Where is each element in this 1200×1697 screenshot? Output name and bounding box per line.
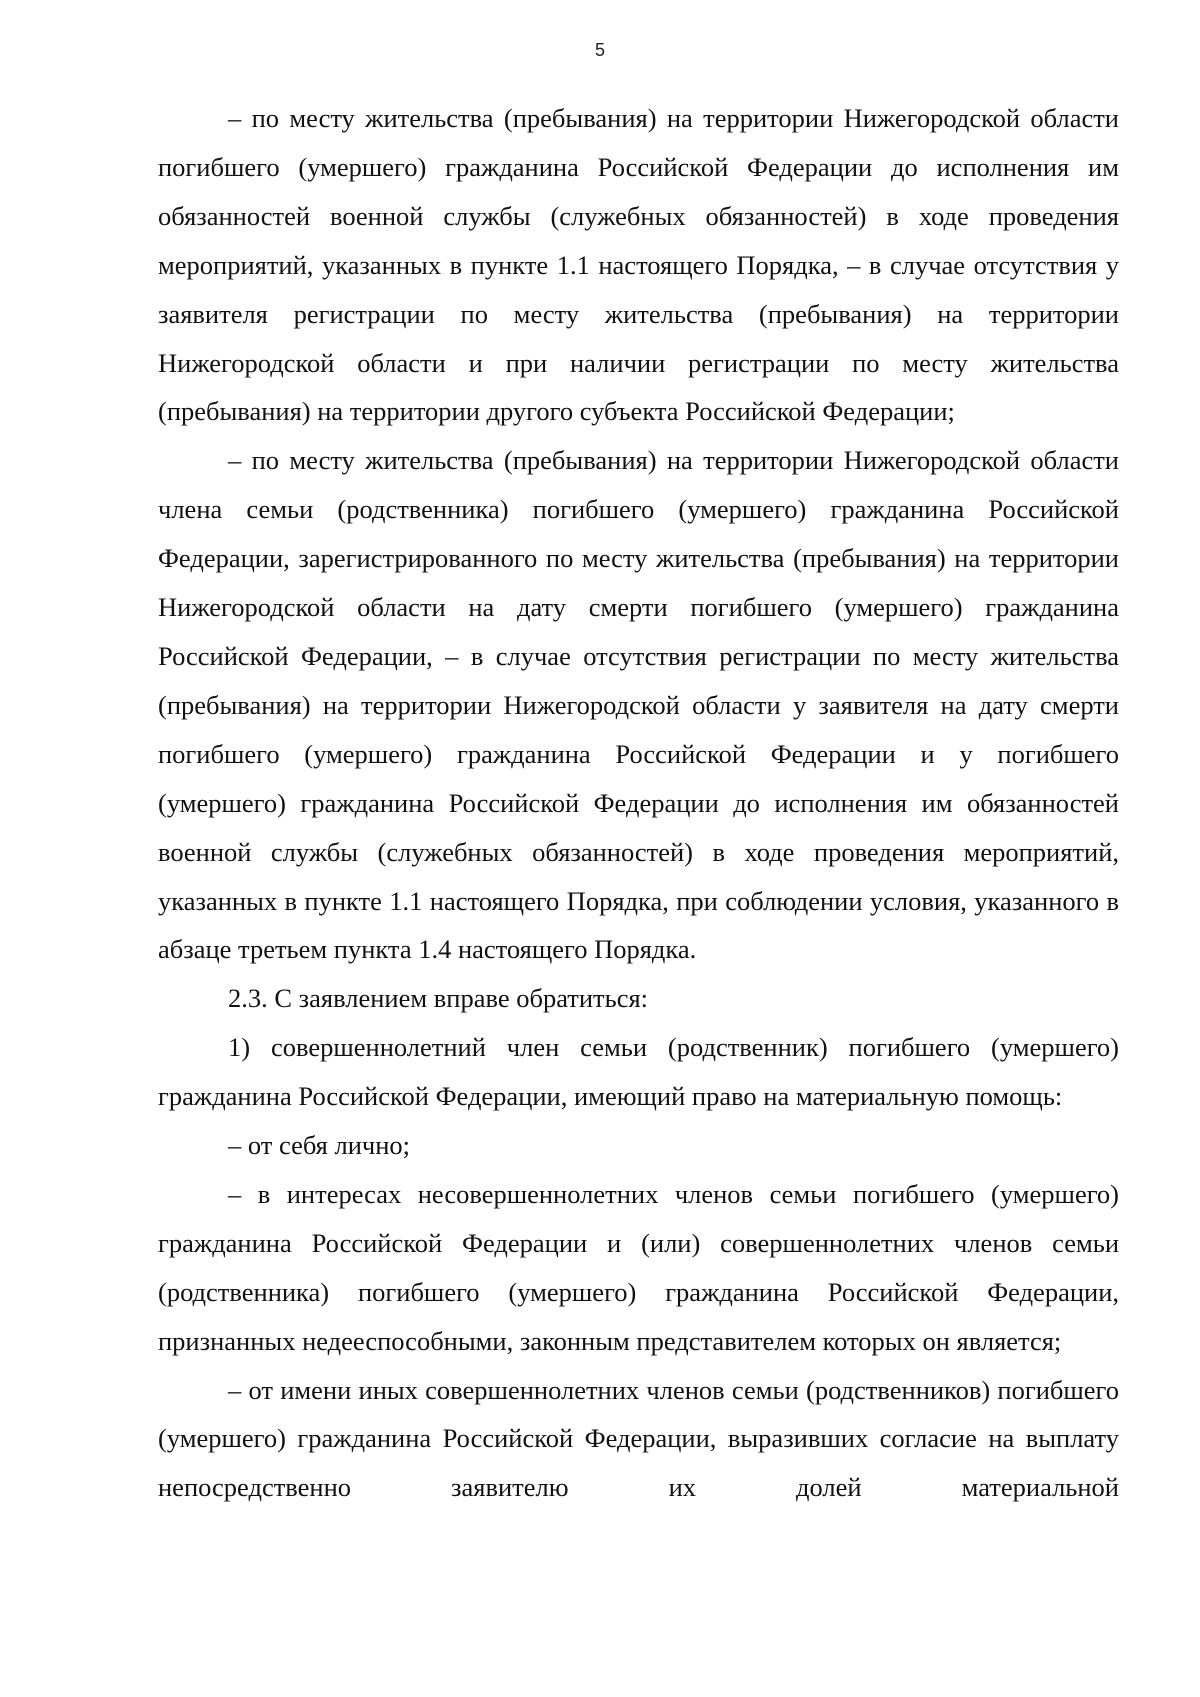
paragraph-on-own-behalf: – от себя лично; bbox=[228, 1130, 410, 1161]
document-body bbox=[158, 94, 1119, 1512]
page-number: 5 bbox=[594, 40, 605, 60]
paragraph-residence-deceased: – по месту жительства (пребывания) на территории Нижегородской области погибшего (умершего) гражданина Российской Федерации до исполнения им обязанностей военной службы (служебных обязанностей) в ходе проведения мероприятий, указанных в пункте 1.1 настоящего Порядка, – в случае отсутствия у заявителя регистрации по месту жительства (пребывания) на территории Нижегородской области и при наличии регистрации по месту жительства (пребывания) на территории другого субъекта Российской Федерации; bbox=[158, 103, 1119, 427]
paragraph-residence-family-member: – по месту жительства (пребывания) на территории Нижегородской области члена семьи (родственника) погибшего (умершего) гражданина Российской Федерации, зарегистрированного по месту жительства (пребывания) на территории Нижегородской области на дату смерти погибшего (умершего) гражданина Российской Федерации, – в случае отсутствия регистрации по месту жительства (пребывания) на территории Нижегородской области у заявителя на дату смерти погибшего (умершего) гражданина Российской Федерации и у погибшего (умершего) гражданина Российской Федерации до исполнения им обязанностей военной службы (служебных обязанностей) в ходе проведения мероприятий, указанных в пункте 1.1 настоящего Порядка, при соблюдении условия, указанного в абзаце третьем пункта 1.4 настоящего Порядка. bbox=[158, 445, 1119, 965]
paragraph-section-2-3-heading: 2.3. С заявлением вправе обратиться: bbox=[228, 983, 649, 1014]
paragraph-in-interests-of-minors: – в интересах несовершеннолетних членов семьи погибшего (умершего) гражданина Российской Федерации и (или) совершеннолетних членов семьи (родственника) погибшего (умершего) гражданина Российской Федерации, признанных недееспособными, законным представителем которых он является; bbox=[158, 1178, 1119, 1356]
paragraph-on-behalf-of-others: – от имени иных совершеннолетних членов семьи (родственников) погибшего (умершего) гражданина Российской Федерации, выразивших согласие на выплату непосредственно заявителю их долей материальной bbox=[158, 1374, 1119, 1503]
paragraph-adult-family-member: 1) совершеннолетний член семьи (родственник) погибшего (умершего) гражданина Российской Федерации, имеющий право на материальную помощь: bbox=[158, 1032, 1119, 1112]
